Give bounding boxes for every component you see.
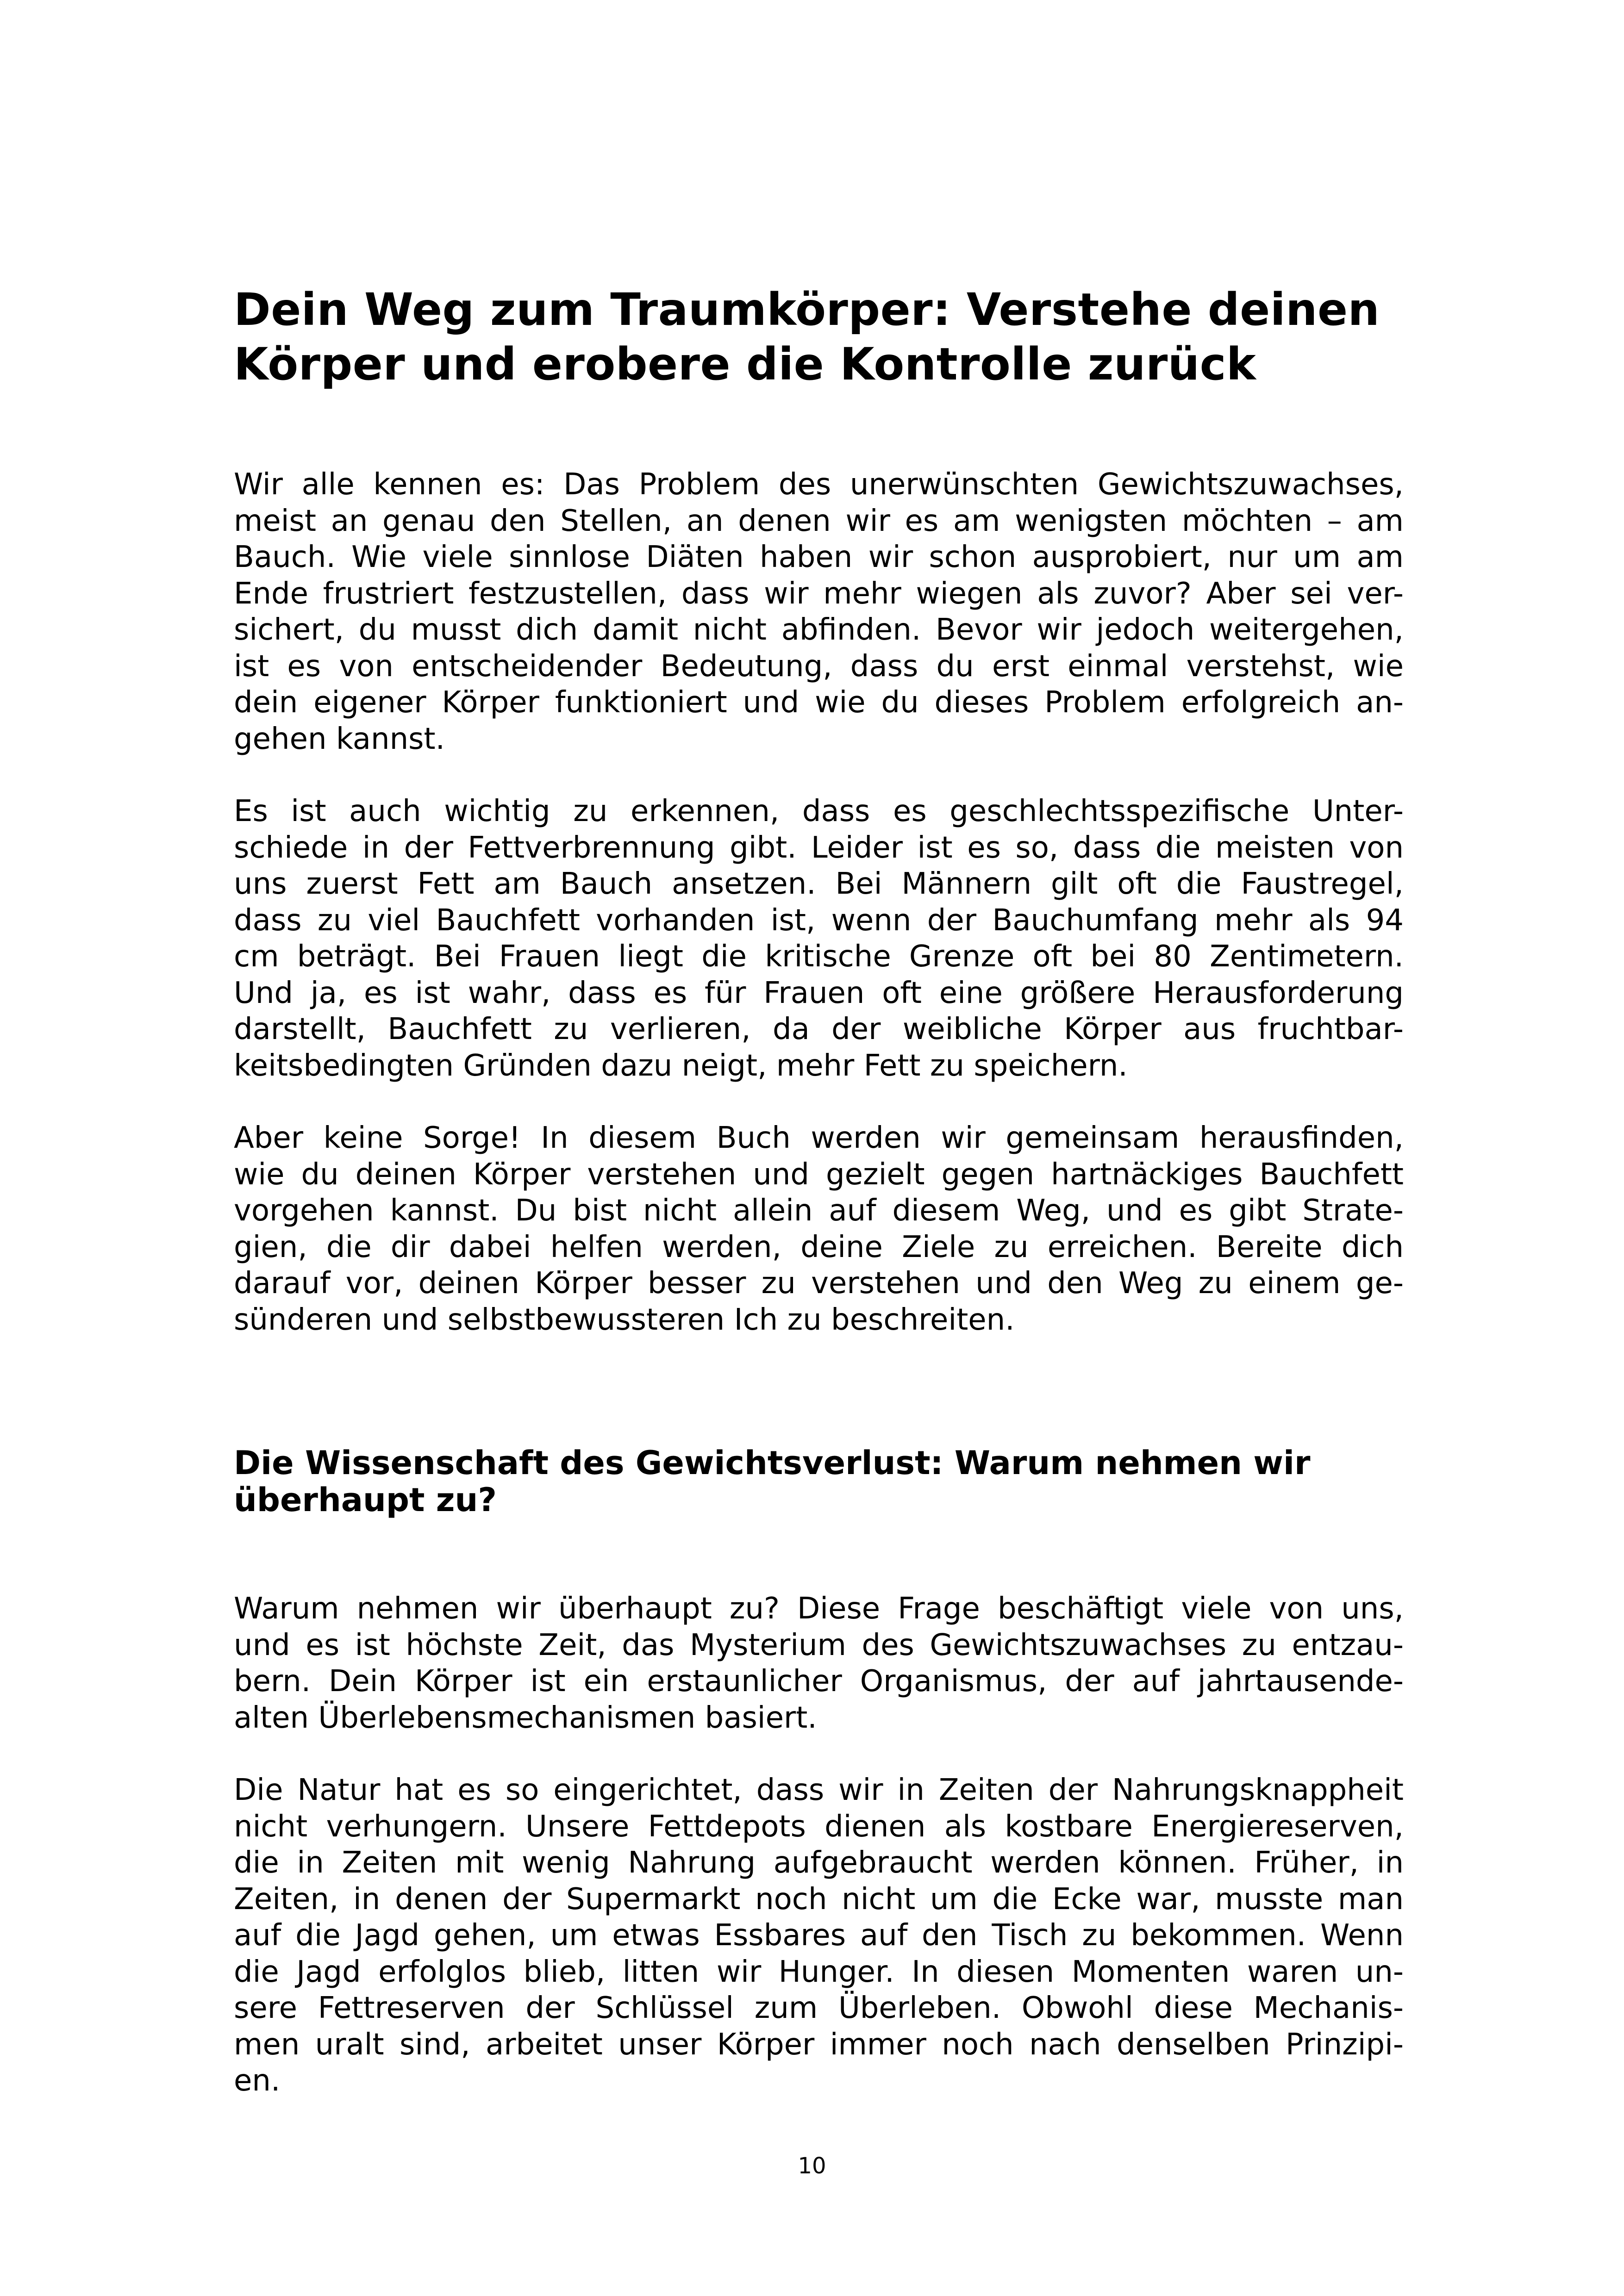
- text-line: dass zu viel Bauchfett vorhanden ist, wenn der Bauchumfang mehr als 94: [234, 903, 1404, 938]
- text-line: alten Überlebensmechanismen basiert.: [234, 1700, 817, 1735]
- text-line: sere Fettreserven der Schlüssel zum Überleben. Obwohl diese Mechanis-: [234, 1991, 1404, 2025]
- text-line: sichert, du musst dich damit nicht abfinden. Bevor wir jedoch weitergehen,: [234, 613, 1404, 647]
- paragraph-intro: [234, 467, 1404, 757]
- section-heading: [234, 1444, 1404, 1518]
- text-line: vorgehen kannst. Du bist nicht allein auf diesem Weg, und es gibt Strate-: [234, 1194, 1404, 1228]
- text-line: darauf vor, deinen Körper besser zu verstehen und den Weg zu einem ge-: [234, 1266, 1404, 1300]
- text-line: Und ja, es ist wahr, dass es für Frauen oft eine größere Herausforderung: [234, 976, 1404, 1010]
- text-line: Warum nehmen wir überhaupt zu? Diese Frage beschäftigt viele von uns,: [234, 1592, 1404, 1626]
- text-line: men uralt sind, arbeitet unser Körper immer noch nach denselben Prinzipi-: [234, 2027, 1404, 2062]
- text-line: keitsbedingten Gründen dazu neigt, mehr Fett zu speichern.: [234, 1048, 1128, 1083]
- paragraph-nature-fat-reserves: [234, 1772, 1404, 2099]
- text-line: sünderen und selbstbewussteren Ich zu beschreiten.: [234, 1302, 1015, 1337]
- text-line: die in Zeiten mit wenig Nahrung aufgebraucht werden können. Früher, in: [234, 1846, 1404, 1880]
- text-line: Bauch. Wie viele sinnlose Diäten haben wir schon ausprobiert, nur um am: [234, 540, 1404, 574]
- text-line: darstellt, Bauchfett zu verlieren, da der weibliche Körper aus fruchtbar-: [234, 1012, 1404, 1046]
- text-line: uns zuerst Fett am Bauch ansetzen. Bei Männern gilt oft die Faustregel,: [234, 867, 1404, 901]
- chapter-heading: [234, 282, 1404, 392]
- text-line: schiede in der Fettverbrennung gibt. Leider ist es so, dass die meisten von: [234, 830, 1404, 865]
- text-line: bern. Dein Körper ist ein erstaunlicher Organismus, der auf jahrtausende-: [234, 1664, 1404, 1699]
- text-line: nicht verhungern. Unsere Fettdepots dienen als kostbare Energiereserven,: [234, 1809, 1404, 1844]
- text-line: gehen kannst.: [234, 722, 445, 756]
- section-heading-line-2: überhaupt zu?: [234, 1481, 497, 1519]
- text-line: ist es von entscheidender Bedeutung, dass du erst einmal verstehst, wie: [234, 649, 1404, 684]
- text-line: Zeiten, in denen der Supermarkt noch nicht um die Ecke war, musste man: [234, 1882, 1404, 1916]
- paragraph-why-gain-weight: [234, 1591, 1404, 1736]
- text-line: auf die Jagd gehen, um etwas Essbares auf den Tisch zu bekommen. Wenn: [234, 1918, 1404, 1953]
- text-line: cm beträgt. Bei Frauen liegt die kritische Grenze oft bei 80 Zentimetern.: [234, 940, 1404, 974]
- text-line: dein eigener Körper funktioniert und wie du dieses Problem erfolgreich an-: [234, 685, 1404, 720]
- text-line: meist an genau den Stellen, an denen wir es am wenigsten möchten – am: [234, 504, 1404, 538]
- text-line: en.: [234, 2064, 281, 2098]
- text-line: die Jagd erfolglos blieb, litten wir Hunger. In diesen Momenten waren un-: [234, 1954, 1404, 1989]
- text-line: Aber keine Sorge! In diesem Buch werden wir gemeinsam herausfinden,: [234, 1121, 1404, 1155]
- page-body: [234, 282, 1404, 2099]
- text-line: und es ist höchste Zeit, das Mysterium des Gewichtszuwachses zu entzau-: [234, 1628, 1404, 1662]
- paragraph-encouragement: [234, 1120, 1404, 1338]
- text-line: Die Natur hat es so eingerichtet, dass wir in Zeiten der Nahrungsknappheit: [234, 1773, 1404, 1807]
- text-line: Ende frustriert festzustellen, dass wir mehr wiegen als zuvor? Aber sei ver-: [234, 576, 1404, 611]
- chapter-heading-line-1: Dein Weg zum Traumkörper: Verstehe deinen: [234, 284, 1380, 336]
- text-line: Es ist auch wichtig zu erkennen, dass es geschlechtsspezifische Unter-: [234, 794, 1404, 828]
- page-number: 10: [798, 2153, 826, 2179]
- text-line: Wir alle kennen es: Das Problem des unerwünschten Gewichtszuwachses,: [234, 467, 1404, 502]
- text-line: wie du deinen Körper verstehen und gezielt gegen hartnäckiges Bauchfett: [234, 1157, 1404, 1192]
- chapter-heading-line-2: Körper und erobere die Kontrolle zurück: [234, 338, 1256, 390]
- section-heading-line-1: Die Wissenschaft des Gewichtsverlust: Warum nehmen wir: [234, 1444, 1311, 1482]
- text-line: gien, die dir dabei helfen werden, deine Ziele zu erreichen. Bereite dich: [234, 1230, 1404, 1264]
- paragraph-gender-differences: [234, 793, 1404, 1084]
